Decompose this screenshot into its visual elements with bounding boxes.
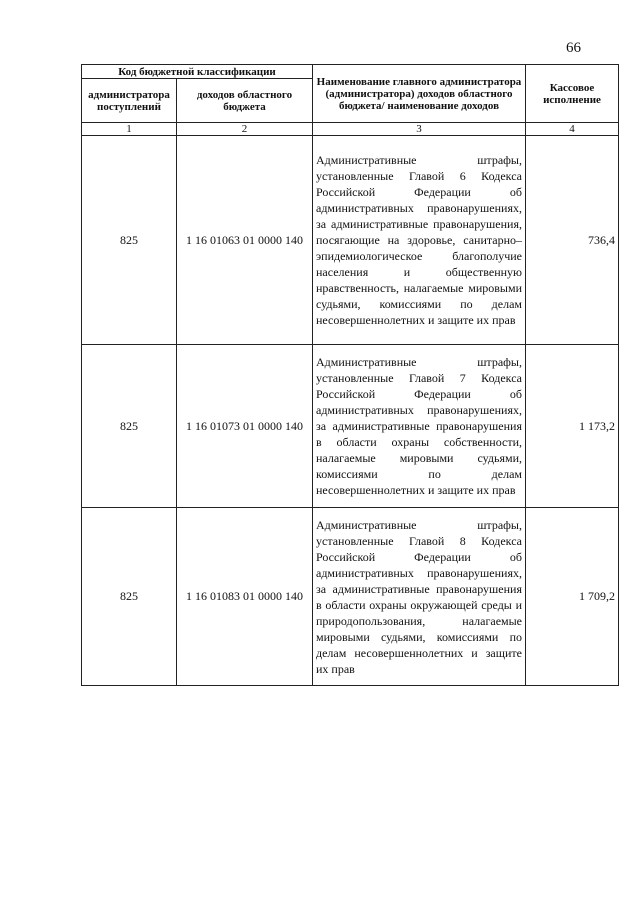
header-name: Наименование главного администратора (администратора) доходов областного бюджета/ наименование доходов (313, 65, 526, 123)
amount-cell: 1 173,2 (526, 345, 619, 508)
table-row (82, 136, 619, 345)
amount-cell: 736,4 (526, 136, 619, 345)
table-row (82, 345, 619, 508)
revenue-name-cell: Административные штрафы, установленные Главой 7 Кодекса Российской Федерации об административных правонарушениях, за административные правонарушения в области охраны собственности, налагаемые мировыми судьями, комиссиями по делам несовершеннолетних и защите их прав (313, 345, 526, 508)
column-number: 3 (313, 123, 526, 136)
header-code: доходов областного бюджета (177, 79, 313, 123)
admin-code-cell: 825 (82, 136, 177, 345)
page-number: 66 (566, 40, 581, 56)
table-row (82, 508, 619, 686)
revenue-name-cell: Административные штрафы, установленные Главой 8 Кодекса Российской Федерации об административных правонарушениях, за административные правонарушения в области охраны окружающей среды и природопользования, налагаемые мировыми судьями, комиссиями по делам несовершеннолетних и защите их прав (313, 508, 526, 686)
admin-code-cell: 825 (82, 345, 177, 508)
header-amount: Кассовое исполнение (526, 65, 619, 123)
budget-code-cell: 1 16 01073 01 0000 140 (177, 345, 313, 508)
budget-code-cell: 1 16 01083 01 0000 140 (177, 508, 313, 686)
header-row-1 (82, 65, 619, 79)
budget-code-cell: 1 16 01063 01 0000 140 (177, 136, 313, 345)
admin-code-cell: 825 (82, 508, 177, 686)
column-number: 1 (82, 123, 177, 136)
budget-table (81, 64, 619, 686)
revenue-name-cell: Административные штрафы, установленные Главой 6 Кодекса Российской Федерации об административных правонарушениях, за административные правонарушения, посягающие на здоровье, санитарно–эпидемиологическое благополучие населения и общественную нравственность, налагаемые мировыми судьями, комиссиями по делам несовершеннолетних и защите их прав (313, 136, 526, 345)
amount-cell: 1 709,2 (526, 508, 619, 686)
column-number: 4 (526, 123, 619, 136)
column-number-row (82, 123, 619, 136)
header-budget-classification: Код бюджетной классификации (82, 65, 313, 79)
column-number: 2 (177, 123, 313, 136)
header-admin: администратора поступлений (82, 79, 177, 123)
